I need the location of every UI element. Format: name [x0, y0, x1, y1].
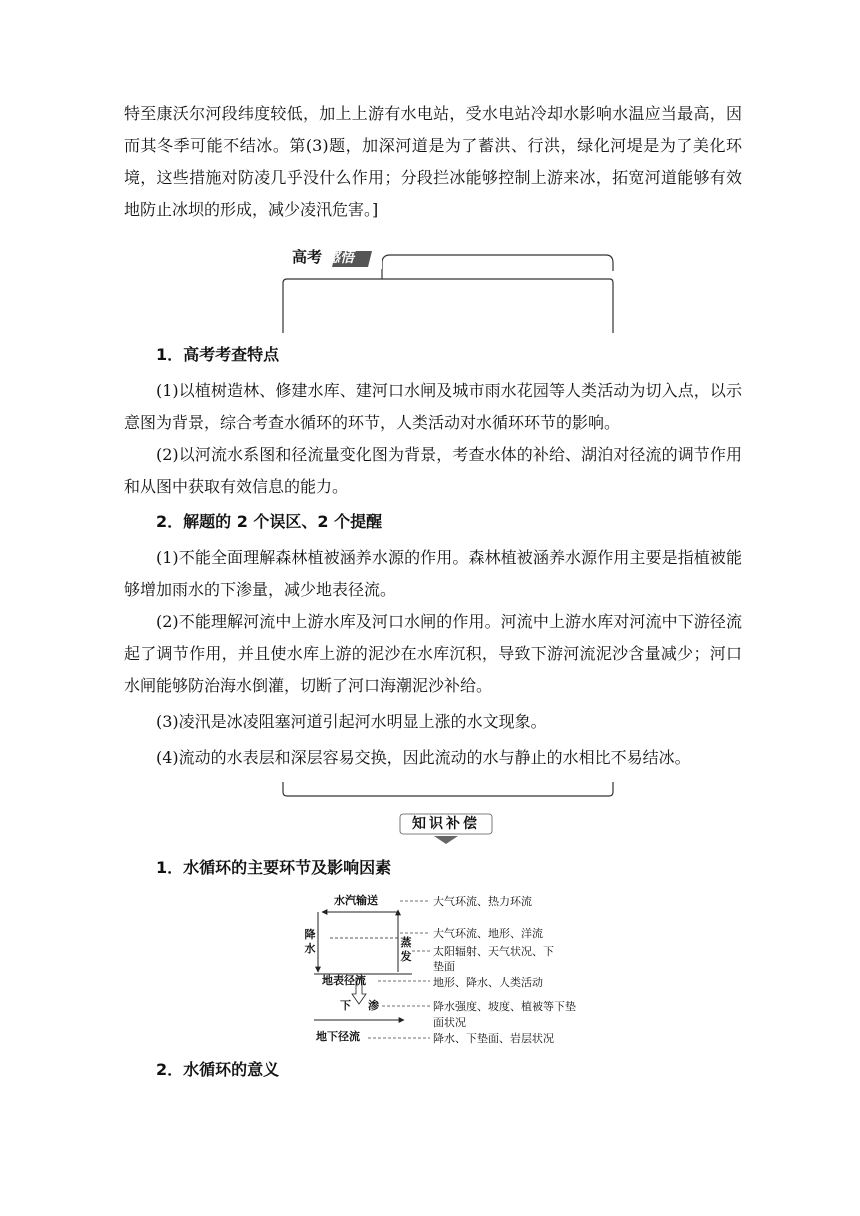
section4-heading: 2．水循环的意义 — [156, 1060, 280, 1079]
water-cycle-diagram — [300, 888, 600, 1048]
diagram-surface-runoff: 地表径流 — [322, 974, 366, 987]
note-evap-factors-2: 垫面 — [433, 960, 455, 973]
diagram-groundwater-runoff: 地下径流 — [316, 1030, 360, 1043]
note-ground-factors: 降水、下垫面、岩层状况 — [433, 1032, 554, 1045]
note-precip-factors: 大气环流、地形、洋流 — [433, 927, 543, 940]
note-infil-factors-1: 降水强度、坡度、植被等下垫 — [433, 1000, 576, 1013]
section1-heading: 1．高考考查特点 — [156, 345, 280, 364]
gaokao-title — [292, 247, 354, 267]
note-evap-factors-1: 太阳辐射、天气状况、下 — [433, 945, 554, 958]
section1-item-1: (1)以植树造林、修建水库、建河口水闸及城市雨水花园等人类活动为切入点，以示意图为背景，综合考查水循环的环节，人类活动对水循环环节的影响。 — [124, 381, 742, 432]
gaokao-box-bottom — [282, 782, 614, 798]
gaokao-title-emph: 感悟 — [326, 250, 355, 266]
section1-item-2: (2)以河流水系图和径流量变化图为背景，考查水体的补给、湖泊对径流的调节作用和从图中获取有效信息的能力。 — [124, 445, 742, 496]
note-surface-factors: 地形、降水、人类活动 — [433, 976, 543, 989]
intro-paragraph: 特至康沃尔河段纬度较低，加上上游有水电站，受水电站冷却水影响水温应当最高，因而其冬季可能不结冰。第(3)题，加深河道是为了蓄洪、行洪，绿化河堤是为了美化环境，这些措施对防凌几乎没什么作用；分段拦冰能够控制上游来冰，拓宽河道能够有效地防止冰坝的形成，减少凌汛危害。] — [124, 104, 742, 219]
diagram-infiltration-xia: 下 — [340, 999, 351, 1012]
section2-item-2: (2)不能理解河流中上游水库及河口水闸的作用。河流中上游水库对河流中下游径流起了调节作用，并且使水库上游的泥沙在水库沉积，导致下游河流泥沙含量减少；河口水闸能够防治海水倒灌，切断了河口海潮泥沙补给。 — [124, 612, 742, 695]
knowledge-banner-text: 知识补偿 — [412, 816, 480, 832]
diagram-evaporation: 蒸发 — [400, 936, 412, 963]
section2-item-4: (4)流动的水表层和深层容易交换，因此流动的水与静止的水相比不易结冰。 — [156, 748, 691, 767]
section2-item-1: (1)不能全面理解森林植被涵养水源的作用。森林植被涵养水源作用主要是指植被能够增加雨水的下渗量，减少地表径流。 — [124, 548, 742, 599]
section2-heading: 2．解题的 2 个误区、2 个提醒 — [156, 512, 383, 531]
diagram-infiltration-shen: 渗 — [368, 999, 379, 1012]
section3-heading: 1．水循环的主要环节及影响因素 — [156, 858, 392, 877]
diagram-precipitation: 降水 — [304, 928, 316, 955]
section2-item-3: (3)凌汛是冰凌阻塞河道引起河水明显上涨的水文现象。 — [156, 712, 547, 731]
gaokao-title-plain: 高考 — [292, 248, 323, 266]
diagram-vapor-transport: 水汽输送 — [334, 894, 378, 907]
note-infil-factors-2: 面状况 — [433, 1016, 466, 1029]
note-vapor-factors: 大气环流、热力环流 — [433, 895, 532, 908]
